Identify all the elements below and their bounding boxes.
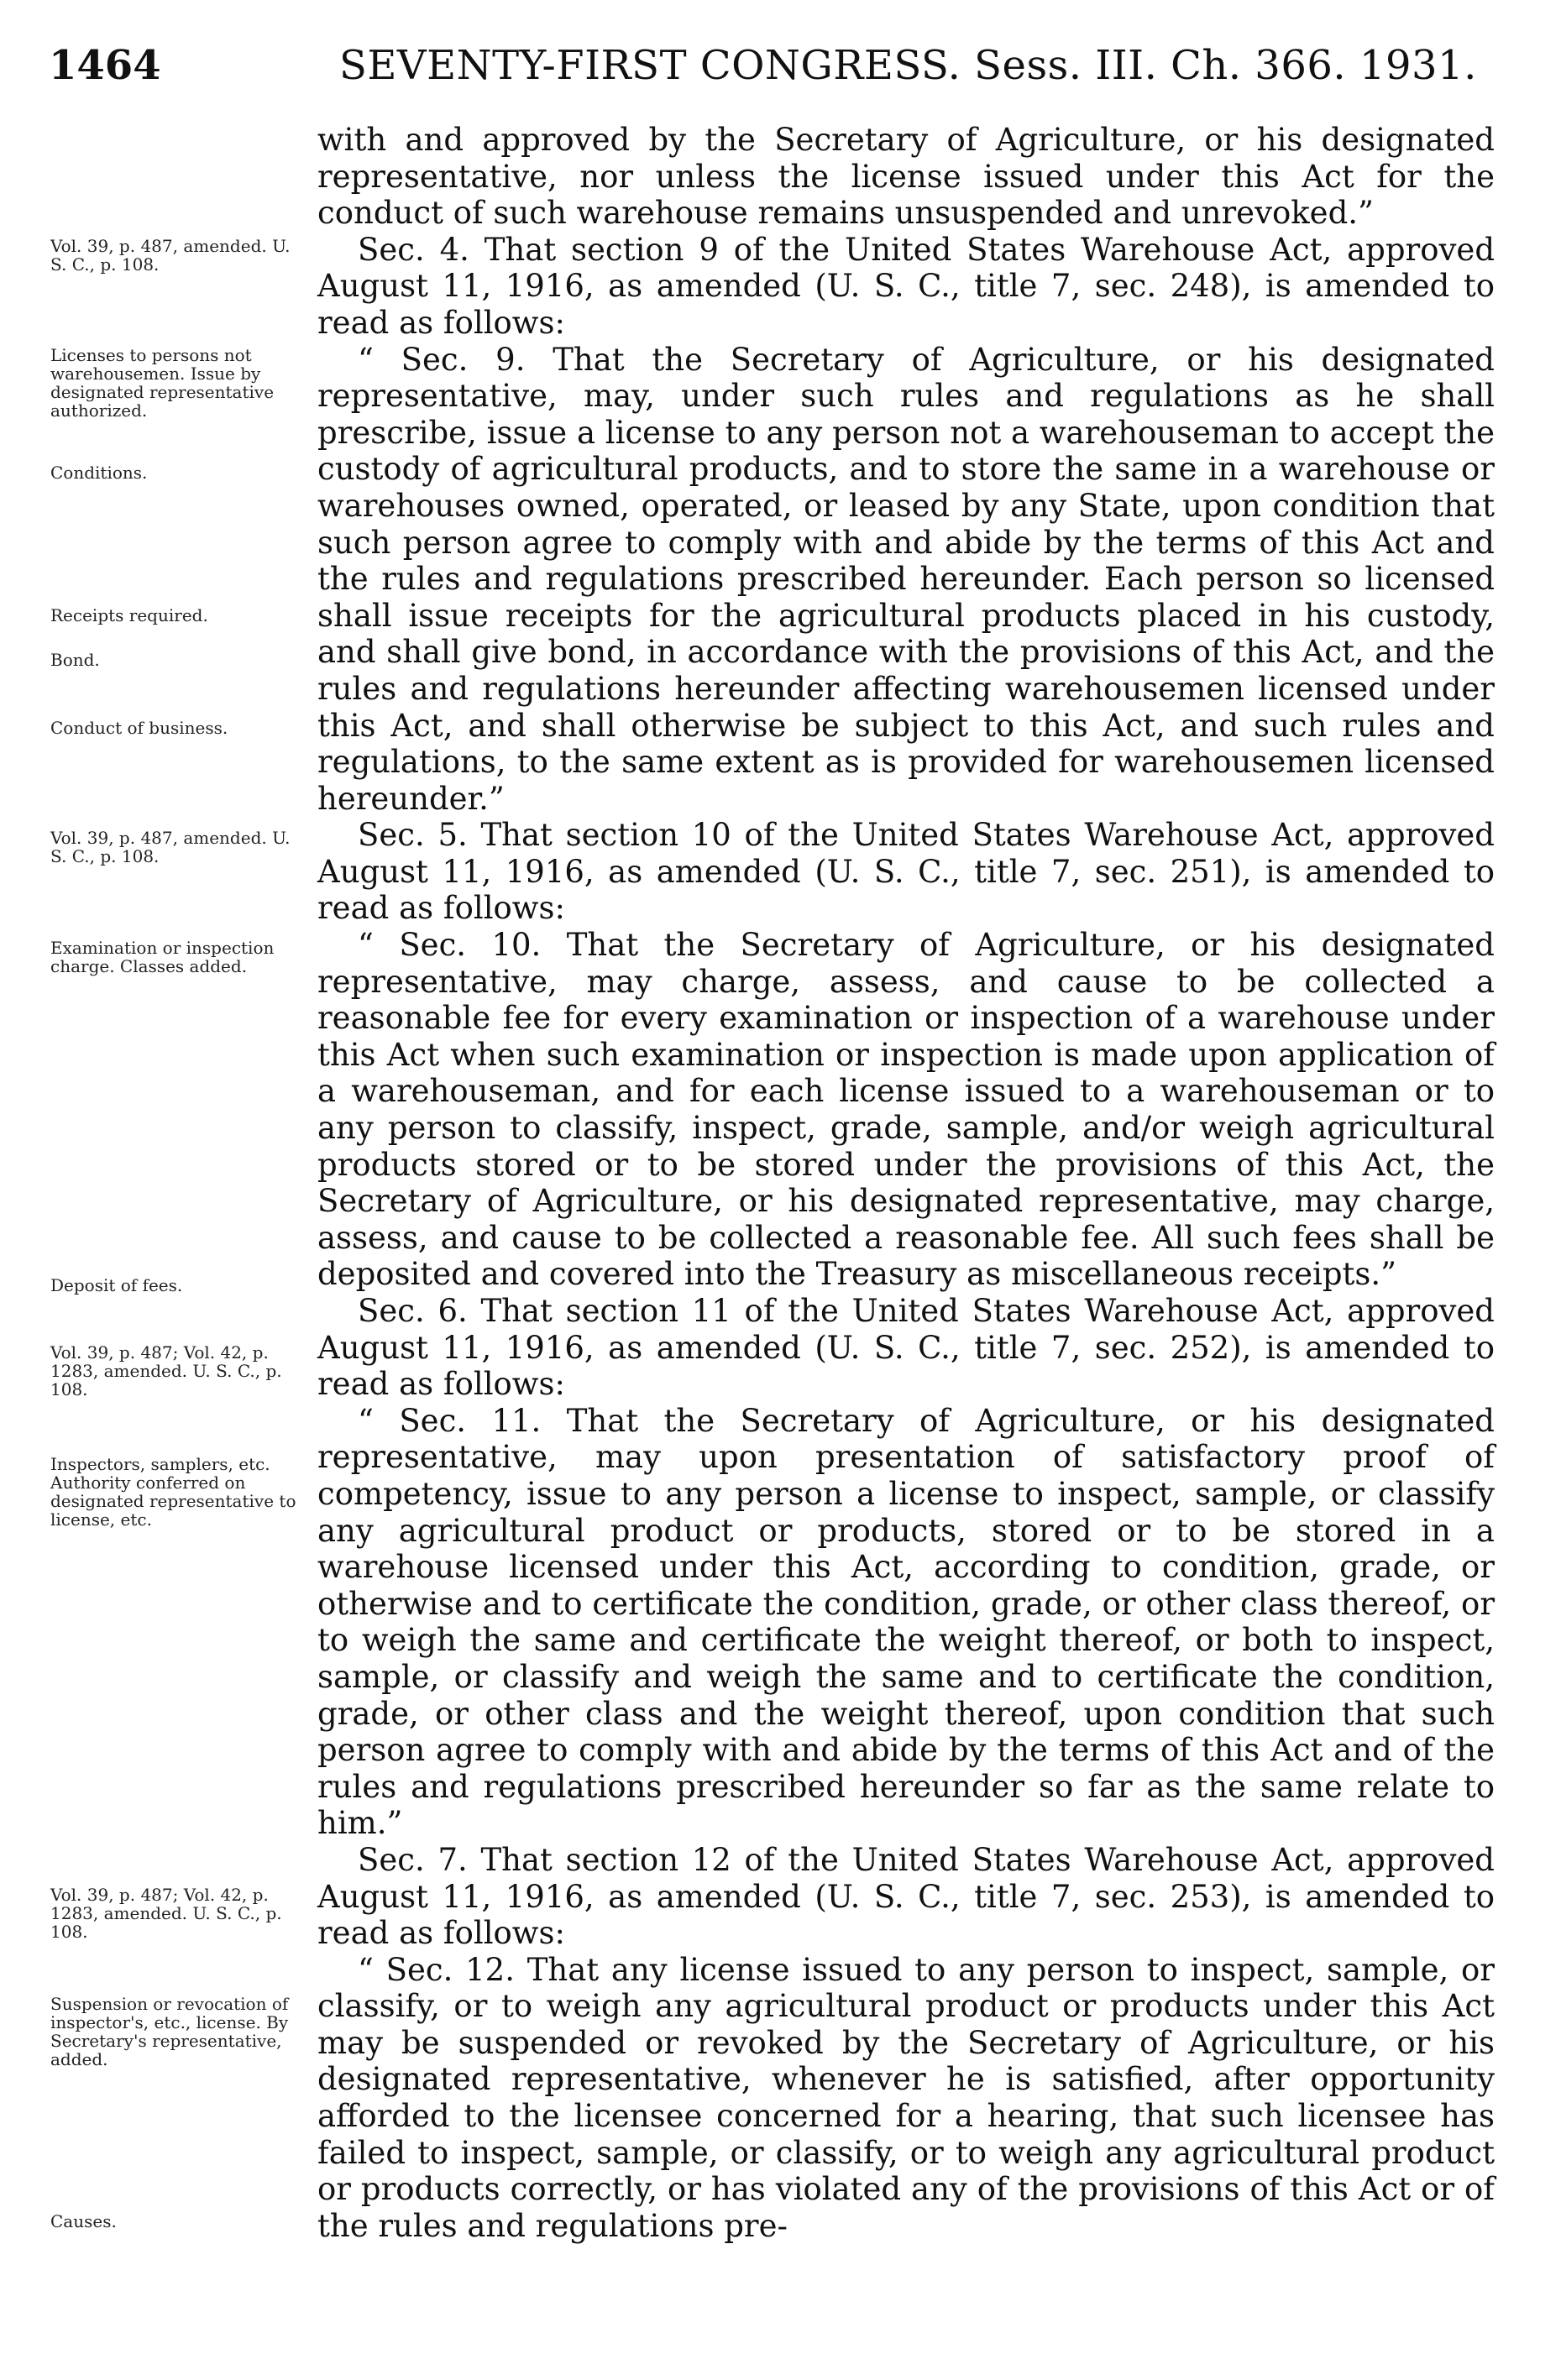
margin-note: Examination or inspection charge. Classes added. [50, 938, 275, 976]
page-number: 1464 [49, 42, 161, 89]
running-head-title: SEVENTY-FIRST CONGRESS. Sess. III. Ch. 366. 1931. [339, 42, 1477, 89]
margin-note: Causes. [50, 2211, 117, 2231]
paragraph: Sec. 7. That section 12 of the United States Warehouse Act, approved August 11, 1916, as amended (U. S. C., title 7, sec. 253), is amended to read as follows: [317, 1841, 1495, 1952]
paragraph: “ Sec. 9. That the Secretary of Agriculture, or his designated representative, may, under such rules and regulations as he shall prescribe, issue a license to any person not a warehouseman to accept the custody of agricultural products, and to store the same in a warehouse or warehouses owned, operated, or leased by any State, upon condition that such person agree to comply with and abide by the terms of this Act and the rules and regulations prescribed hereunder. Each person so licensed shall issue receipts for the agricultural products placed in his custody, and shall give bond, in accordance with the provisions of this Act, and the rules and regulations hereunder affecting warehousemen licensed under this Act, and shall otherwise be subject to this Act, and such rules and regulations, to the same extent as is provided for warehousemen licensed hereunder.” [317, 341, 1495, 817]
paragraph: “ Sec. 11. That the Secretary of Agriculture, or his designated representative, may upon presentation of satisfactory proof of competency, issue to any person a license to inspect, sample, or classify any agricultural product or products, stored or to be stored in a warehouse licensed under this Act, according to condition, grade, or otherwise and to certificate the condition, grade, or other class thereof, or to weigh the same and certificate the weight thereof, or both to inspect, sample, or classify and weigh the same and to certificate the condition, grade, or other class and the weight thereof, upon condition that such person agree to comply with and abide by the terms of this Act and of the rules and regulations prescribed hereunder so far as the same relate to him.” [317, 1402, 1495, 1842]
paragraph: “ Sec. 10. That the Secretary of Agriculture, or his designated representative, may charge, assess, and cause to be collected a reasonable fee for every examination or inspection of a warehouse under this Act when such examination or inspection is made upon application of a warehouseman, and for each license issued to a warehouseman or to any person to classify, inspect, grade, sample, and/or weigh agricultural products stored or to be stored under the provisions of this Act, the Secretary of Agriculture, or his designated representative, may charge, assess, and cause to be collected a reasonable fee. All such fees shall be deposited and covered into the Treasury as miscellaneous receipts.” [317, 927, 1495, 1293]
margin-note: Conditions. [50, 463, 148, 483]
margin-note: Inspectors, samplers, etc. Authority conferred on designated representative to license, etc. [50, 1454, 296, 1530]
margin-note: Conduct of business. [50, 718, 228, 738]
paragraph: with and approved by the Secretary of Agriculture, or his designated representative, nor unless the license issued under this Act for the conduct of such warehouse remains unsuspended and unrevoked.” [317, 122, 1495, 232]
paragraph: Sec. 4. That section 9 of the United States Warehouse Act, approved August 11, 1916, as amended (U. S. C., title 7, sec. 248), is amended to read as follows: [317, 231, 1495, 341]
margin-note: Vol. 39, p. 487, amended. U. S. C., p. 108. [50, 236, 291, 275]
paragraph: “ Sec. 12. That any license issued to any person to inspect, sample, or classify, or to weigh any agricultural product or products under this Act may be suspended or revoked by the Secretary of Agriculture, or his designated representative, whenever he is satisfied, after opportunity afforded to the licensee concerned for a hearing, that such licensee has failed to inspect, sample, or classify, or to weigh any agricultural product or products correctly, or has violated any of the provisions of this Act or of the rules and regulations pre- [317, 1951, 1495, 2244]
paragraph: Sec. 5. That section 10 of the United States Warehouse Act, approved August 11, 1916, as amended (U. S. C., title 7, sec. 251), is amended to read as follows: [317, 817, 1495, 927]
margin-note: Receipts required. [50, 605, 208, 625]
margin-note: Suspension or revocation of inspector's, etc., license. By Secretary's representative, added. [50, 1994, 289, 2069]
paragraph: Sec. 6. That section 11 of the United States Warehouse Act, approved August 11, 1916, as amended (U. S. C., title 7, sec. 252), is amended to read as follows: [317, 1293, 1495, 1403]
body-text [317, 122, 1495, 2244]
margin-note: Licenses to persons not warehousemen. Issue by designated representative authorized. [50, 345, 275, 421]
margin-note: Vol. 39, p. 487; Vol. 42, p. 1283, amended. U. S. C., p. 108. [50, 1342, 282, 1399]
margin-note: Vol. 39, p. 487, amended. U. S. C., p. 108. [50, 828, 291, 866]
margin-note: Bond. [50, 650, 100, 670]
margin-note: Deposit of fees. [50, 1275, 183, 1295]
margin-note: Vol. 39, p. 487; Vol. 42, p. 1283, amended. U. S. C., p. 108. [50, 1885, 282, 1942]
